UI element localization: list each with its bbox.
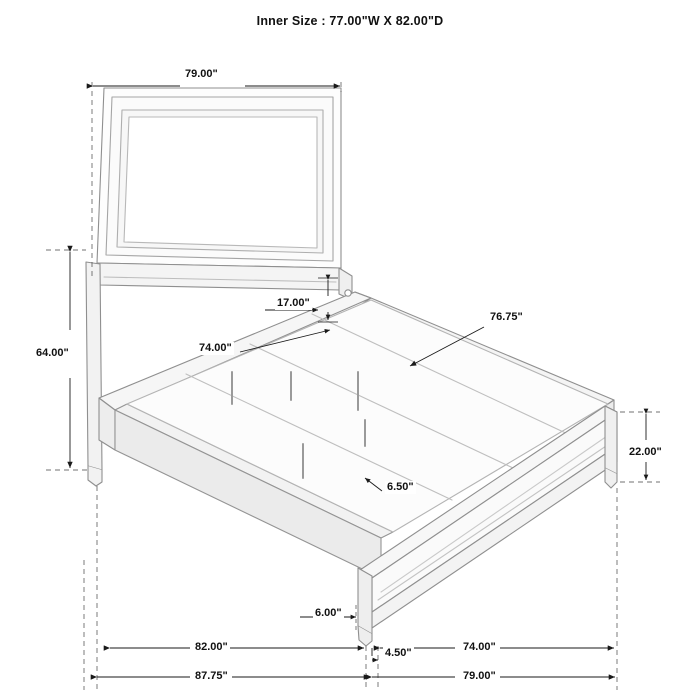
dim-foot-rail-thickness: 4.50" (385, 647, 412, 659)
dim-footboard-height: 22.00" (629, 446, 662, 458)
dim-footboard-overall-width: 79.00" (463, 670, 496, 682)
page-title: Inner Size : 77.00"W X 82.00"D (256, 14, 444, 28)
dim-rail-length: 76.75" (490, 311, 523, 323)
dim-headboard-width: 79.00" (185, 68, 218, 80)
dim-slat-height: 6.50" (387, 481, 414, 493)
dim-leg-clearance: 6.00" (315, 607, 342, 619)
dim-overall-height: 64.00" (36, 347, 69, 359)
dim-headboard-panel-inner: 17.00" (277, 297, 310, 309)
dim-depth-inner: 82.00" (195, 641, 228, 653)
dim-footboard-width: 74.00" (463, 641, 496, 653)
dim-depth-overall: 87.75" (195, 670, 228, 682)
dim-inner-width: 74.00" (199, 342, 232, 354)
